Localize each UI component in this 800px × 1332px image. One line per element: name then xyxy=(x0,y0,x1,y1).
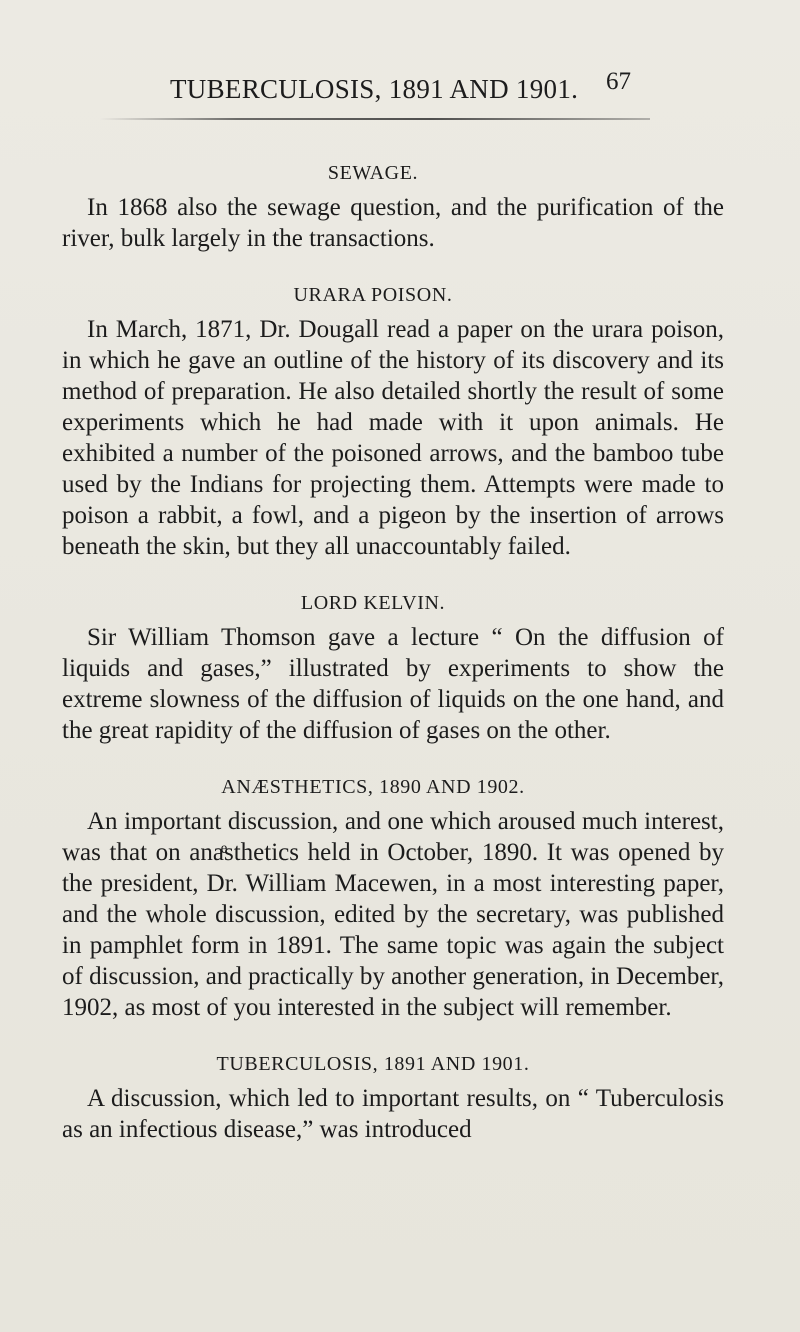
section-heading-urara-poison: URARA POISON. xyxy=(293,284,453,306)
body-text xyxy=(62,158,724,1145)
page-number: 67 xyxy=(606,68,631,95)
paragraph-sewage: In 1868 also the sewage question, and the purification of the river, bulk largely in the transactions. xyxy=(62,194,724,252)
section-heading-tuberculosis: TUBERCULOSIS, 1891 AND 1901. xyxy=(216,1053,530,1075)
paragraph-lord-kelvin: Sir William Thomson gave a lecture “ On the diffusion of liquids and gases,” illustrated by experiments to show the extreme slowness of the diffusion of liquids on the one hand, and the great rapidity of the diffusion of gases on the other. xyxy=(62,624,724,744)
section-heading-anaesthetics: ANÆSTHETICS, 1890 AND 1902. xyxy=(221,776,525,798)
section-heading-sewage: SEWAGE. xyxy=(327,162,419,184)
paragraph-tuberculosis: A discussion, which led to important results, on “ Tuberculosis as an infectious disease,” was introduced xyxy=(62,1085,724,1143)
paragraph-urara-poison: In March, 1871, Dr. Dougall read a paper on the urara poison, in which he gave an outline of the history of its discovery and its method of preparation. He also detailed shortly the result of some experiments which he had made with it upon animals. He exhibited a number of the poisoned arrows, and the bamboo tube used by the Indians for projecting them. Attempts were made to poison a rabbit, a fowl, and a pigeon by the insertion of arrows beneath the skin, but they all unaccountably failed. xyxy=(62,316,724,560)
paragraph-anaesthetics: An important discussion, and one which aroused much interest, was that on anaͤsthetics held in October, 1890. It was opened by the president, Dr. William Macewen, in a most interesting paper, and the whole discussion, edited by the secretary, was published in pamphlet form in 1891. The same topic was again the subject of discussion, and practically by another generation, in December, 1902, as most of you interested in the subject will remember. xyxy=(62,808,724,1021)
running-head: TUBERCULOSIS, 1891 AND 1901. xyxy=(170,74,579,104)
header-rule xyxy=(100,118,650,120)
section-heading-lord-kelvin: LORD KELVIN. xyxy=(300,592,446,614)
